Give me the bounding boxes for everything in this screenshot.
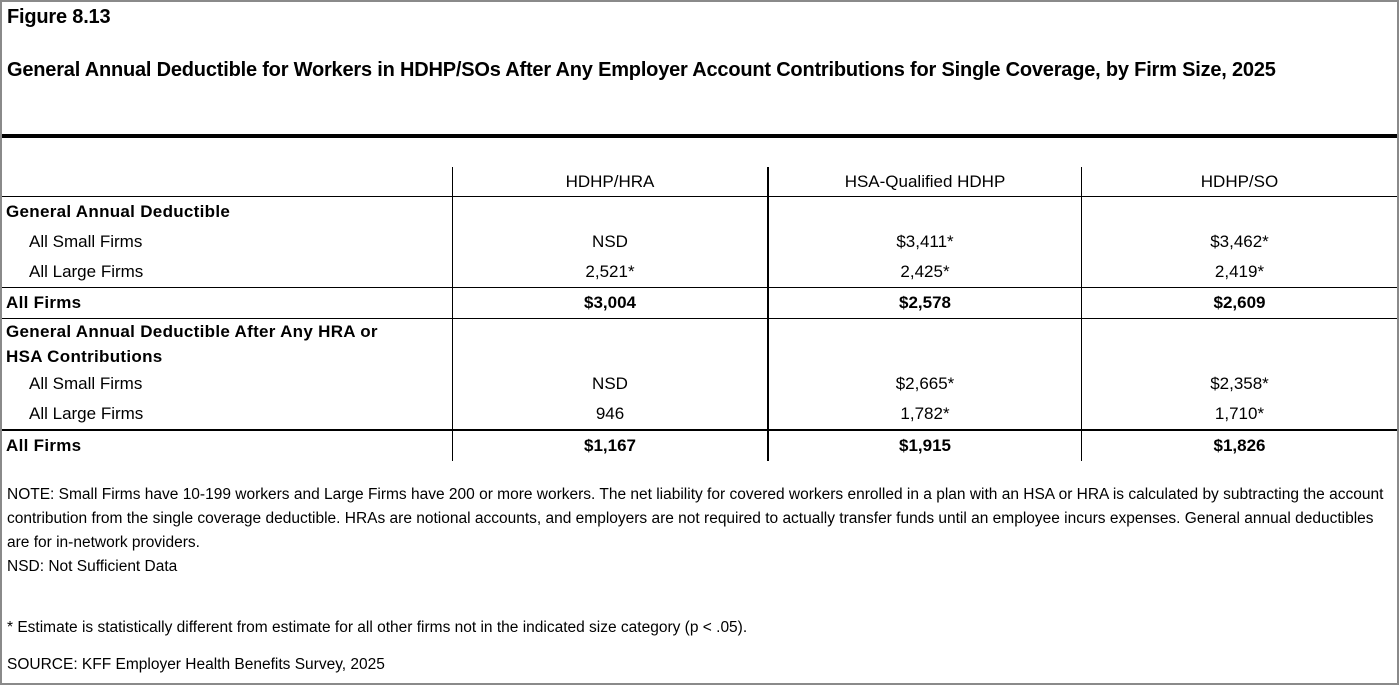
header-blank-cell [2, 167, 452, 196]
section-heading-line: HSA Contributions [6, 347, 163, 366]
figure-number: Figure 8.13 [7, 6, 111, 28]
total-row [2, 288, 1397, 319]
section-heading [2, 319, 452, 369]
row-label: All Small Firms [29, 374, 143, 393]
note-text: NOTE: Small Firms have 10-199 workers and Large Firms have 200 or more workers. The net liability for covered workers enrolled in a plan with an HSA or HRA is calculated by subtracting the account contribution from the single coverage deductible. HRAs are notional accounts, and employers are not required to actually transfer funds until an employee incurs expenses. General annual deductibles are for in-network providers. [7, 486, 1384, 551]
table-cell: 2,425* [767, 257, 1081, 287]
total-cell: $3,004 [452, 288, 767, 318]
section-heading-row [2, 197, 1397, 227]
total-label: All Firms [6, 436, 82, 455]
table-row [2, 227, 1397, 257]
table-cell: NSD [452, 369, 767, 399]
table-cell: $3,411* [767, 227, 1081, 257]
source-line: SOURCE: KFF Employer Health Benefits Survey, 2025 [7, 656, 385, 673]
total-label: All Firms [6, 293, 82, 312]
empty-cell [452, 197, 767, 227]
table-cell: $2,358* [1081, 369, 1397, 399]
empty-cell [452, 319, 767, 369]
empty-cell [767, 319, 1081, 369]
total-cell: $1,167 [452, 431, 767, 461]
section-heading-line: General Annual Deductible After Any HRA or [6, 322, 378, 341]
row-label: All Small Firms [29, 232, 143, 251]
column-header-hsa-qualified-hdhp: HSA-Qualified HDHP [767, 167, 1081, 196]
figure-title: General Annual Deductible for Workers in HDHP/SOs After Any Employer Account Contributions for Single Coverage, by Firm Size, 2025 [7, 59, 1276, 81]
table-cell: $2,665* [767, 369, 1081, 399]
total-cell: $1,915 [767, 431, 1081, 461]
title-divider [2, 134, 1397, 138]
significance-footnote: * Estimate is statistically different from estimate for all other firms not in the indicated size category (p < .05). [7, 619, 748, 636]
total-cell: $1,826 [1081, 431, 1397, 461]
table-row [2, 257, 1397, 288]
empty-cell [767, 197, 1081, 227]
empty-cell [1081, 197, 1397, 227]
table-cell: 2,419* [1081, 257, 1397, 287]
section-heading-row [2, 319, 1397, 369]
table-cell: $3,462* [1081, 227, 1397, 257]
row-label: All Large Firms [29, 262, 144, 281]
table-row [2, 399, 1397, 431]
table-cell: 2,521* [452, 257, 767, 287]
row-label: All Large Firms [29, 404, 144, 423]
total-row [2, 431, 1397, 461]
table-cell: NSD [452, 227, 767, 257]
section-heading: General Annual Deductible [6, 202, 231, 221]
table-row [2, 369, 1397, 399]
table-cell: 946 [452, 399, 767, 429]
table-cell: 1,710* [1081, 399, 1397, 429]
deductible-table [2, 167, 1397, 461]
column-header-hdhp-hra: HDHP/HRA [452, 167, 767, 196]
nsd-definition: NSD: Not Sufficient Data [7, 558, 178, 575]
total-cell: $2,578 [767, 288, 1081, 318]
table-cell: 1,782* [767, 399, 1081, 429]
table-header-row [2, 167, 1397, 197]
notes [7, 483, 1392, 579]
column-header-hdhp-so: HDHP/SO [1081, 167, 1397, 196]
empty-cell [1081, 319, 1397, 369]
total-cell: $2,609 [1081, 288, 1397, 318]
